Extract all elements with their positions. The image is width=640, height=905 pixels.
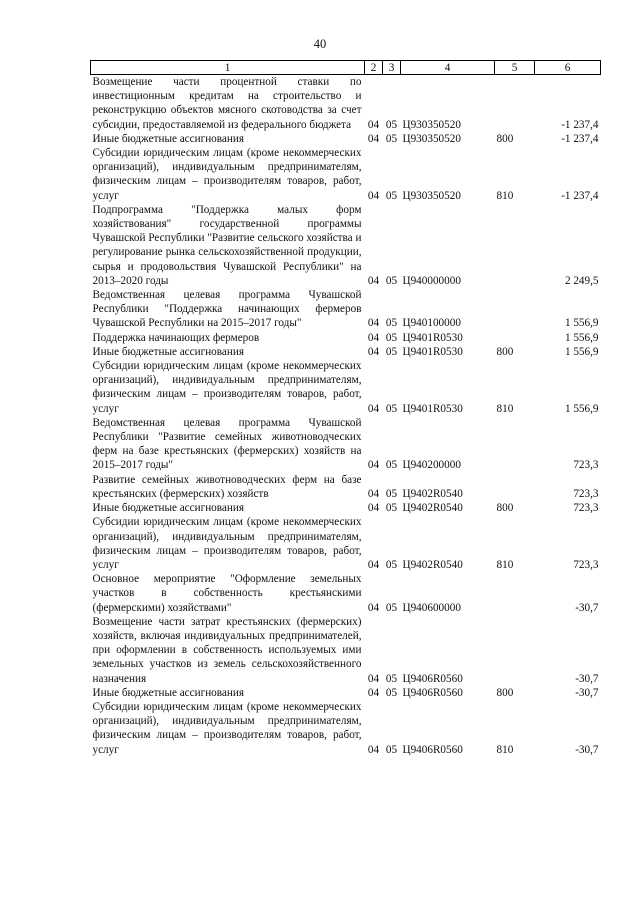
row-target-code: Ц940100000 — [402, 317, 461, 330]
row-name: Подпрограмма "Поддержка малых форм хозяйствования" государственной программы Чувашской Республики "Развитие сельского хозяйства и регулирование рынка сельскохозяйственной продукции, сырья и продовольствия Чувашской Республики" на 2013–2020 годы — [92, 203, 362, 287]
row-expense-type: 800 — [496, 686, 514, 699]
row-expense-type — [495, 203, 535, 288]
row-section: 04 — [367, 502, 380, 515]
row-section: 04 — [367, 686, 380, 699]
row-name: Иные бюджетные ассигнования — [92, 686, 244, 699]
row-expense-type — [495, 331, 535, 345]
row-section: 04 — [367, 189, 380, 202]
row-target-code: Ц9406R0560 — [402, 743, 463, 756]
page-number: 40 — [313, 37, 327, 51]
row-expense-type: 810 — [496, 558, 514, 571]
row-name: Возмещение части процентной ставки по инвестиционным кредитам на строительство и реконструкцию объектов мясного скотоводства за счет субсидии, предоставляемой из федерального бюджета — [92, 76, 362, 131]
row-name: Иные бюджетные ассигнования — [92, 502, 244, 515]
row-amount: 1 556,9 — [564, 402, 599, 415]
row-subsection: 05 — [385, 402, 398, 415]
row-amount: -30,7 — [575, 686, 599, 699]
row-subsection: 05 — [385, 331, 398, 344]
table-row — [91, 359, 601, 416]
row-name: Иные бюджетные ассигнования — [92, 345, 244, 358]
row-subsection: 05 — [385, 274, 398, 287]
row-amount: 723,3 — [573, 459, 599, 472]
table-row — [91, 203, 601, 288]
row-target-code: Ц9401R0530 — [402, 345, 463, 358]
row-amount: 1 556,9 — [564, 331, 599, 344]
row-subsection: 05 — [385, 118, 398, 131]
row-expense-type — [495, 572, 535, 615]
row-expense-type: 810 — [496, 402, 514, 415]
row-name: Возмещение части затрат крестьянских (фермерских) хозяйств, включая индивидуальных предпринимателей, при оформлении в собственность используемых ими земельных участков из земель сельскохозяйственного назначения — [92, 615, 362, 685]
row-amount: 723,3 — [573, 558, 599, 571]
row-amount: -30,7 — [575, 743, 599, 756]
row-name: Иные бюджетные ассигнования — [92, 132, 244, 145]
budget-table — [90, 60, 601, 757]
row-target-code: Ц930350520 — [402, 118, 461, 131]
row-name: Субсидии юридическим лицам (кроме некоммерческих организаций), индивидуальным предпринимателям, физическим лицам – производителям товаров, работ, услуг — [92, 700, 362, 756]
row-section: 04 — [367, 601, 380, 614]
table-row — [91, 473, 601, 501]
table-row — [91, 146, 601, 203]
row-section: 04 — [367, 331, 380, 344]
row-subsection: 05 — [385, 743, 398, 756]
table-row — [91, 700, 601, 757]
row-expense-type: 810 — [496, 189, 514, 202]
table-row — [91, 345, 601, 359]
row-name: Основное мероприятие "Оформление земельных участков в собственность крестьянскими (фермерскими) хозяйствами" — [92, 573, 362, 614]
row-amount: 723,3 — [573, 487, 599, 500]
table-header-row — [91, 61, 601, 75]
table-row — [91, 75, 601, 132]
row-section: 04 — [367, 132, 380, 145]
table-row — [91, 572, 601, 615]
row-section: 04 — [367, 672, 380, 685]
row-expense-type: 800 — [496, 345, 514, 358]
row-target-code: Ц9402R0540 — [402, 558, 463, 571]
row-amount: -30,7 — [575, 601, 599, 614]
row-target-code: Ц940600000 — [402, 601, 461, 614]
row-subsection: 05 — [385, 672, 398, 685]
row-target-code: Ц9402R0540 — [402, 502, 463, 515]
row-section: 04 — [367, 402, 380, 415]
header-col-5: 5 — [495, 61, 535, 75]
row-target-code: Ц9406R0560 — [402, 672, 463, 685]
row-subsection: 05 — [385, 502, 398, 515]
header-col-3: 3 — [383, 61, 401, 75]
row-expense-type — [495, 473, 535, 501]
row-subsection: 05 — [385, 189, 398, 202]
table-row — [91, 501, 601, 515]
row-subsection: 05 — [385, 558, 398, 571]
row-expense-type: 810 — [496, 743, 514, 756]
row-section: 04 — [367, 118, 380, 131]
row-section: 04 — [367, 459, 380, 472]
row-name: Ведомственная целевая программа Чувашской Республики "Развитие семейных животноводческих ферм на базе крестьянских (фермерских) хозяйств на 2015–2017 годы" — [92, 416, 362, 472]
row-section: 04 — [367, 558, 380, 571]
row-expense-type — [495, 75, 535, 132]
row-target-code: Ц9402R0540 — [402, 487, 463, 500]
row-expense-type — [495, 288, 535, 331]
row-name: Субсидии юридическим лицам (кроме некоммерческих организаций), индивидуальным предпринимателям, физическим лицам – производителям товаров, работ, услуг — [92, 516, 362, 571]
row-name: Поддержка начинающих фермеров — [92, 331, 260, 344]
header-col-2: 2 — [365, 61, 383, 75]
row-expense-type: 800 — [496, 502, 514, 515]
row-subsection: 05 — [385, 132, 398, 145]
row-target-code: Ц940200000 — [402, 459, 461, 472]
row-expense-type: 800 — [496, 132, 514, 145]
row-name: Ведомственная целевая программа Чувашской Республики "Поддержка начинающих фермеров Чувашской Республики на 2015–2017 годы" — [92, 289, 362, 330]
row-amount: -1 237,4 — [561, 189, 599, 202]
header-col-1: 1 — [91, 61, 365, 75]
header-col-6: 6 — [535, 61, 601, 75]
table-row — [91, 132, 601, 146]
table-row — [91, 615, 601, 686]
row-subsection: 05 — [385, 459, 398, 472]
row-subsection: 05 — [385, 487, 398, 500]
row-section: 04 — [367, 274, 380, 287]
table-row — [91, 331, 601, 345]
row-section: 04 — [367, 487, 380, 500]
row-subsection: 05 — [385, 601, 398, 614]
row-target-code: Ц9406R0560 — [402, 686, 463, 699]
row-target-code: Ц940000000 — [402, 274, 461, 287]
row-amount: -30,7 — [575, 672, 599, 685]
row-section: 04 — [367, 743, 380, 756]
row-subsection: 05 — [385, 345, 398, 358]
row-name: Развитие семейных животноводческих ферм на базе крестьянских (фермерских) хозяйств — [92, 473, 362, 500]
row-amount: -1 237,4 — [561, 132, 599, 145]
row-section: 04 — [367, 317, 380, 330]
table-row — [91, 515, 601, 572]
row-amount: 2 249,5 — [564, 274, 599, 287]
row-expense-type — [495, 416, 535, 473]
table-row — [91, 416, 601, 473]
row-amount: 1 556,9 — [564, 317, 599, 330]
row-target-code: Ц9401R0530 — [402, 402, 463, 415]
row-amount: -1 237,4 — [561, 118, 599, 131]
row-amount: 1 556,9 — [564, 345, 599, 358]
row-section: 04 — [367, 345, 380, 358]
row-expense-type — [495, 615, 535, 686]
header-col-4: 4 — [401, 61, 495, 75]
row-subsection: 05 — [385, 686, 398, 699]
table-row — [91, 288, 601, 331]
row-subsection: 05 — [385, 317, 398, 330]
row-target-code: Ц9401R0530 — [402, 331, 463, 344]
row-name: Субсидии юридическим лицам (кроме некоммерческих организаций), индивидуальным предпринимателям, физическим лицам – производителям товаров, работ, услуг — [92, 147, 362, 202]
row-name: Субсидии юридическим лицам (кроме некоммерческих организаций), индивидуальным предпринимателям, физическим лицам – производителям товаров, работ, услуг — [92, 360, 362, 415]
row-target-code: Ц930350520 — [402, 189, 461, 202]
row-target-code: Ц930350520 — [402, 132, 461, 145]
row-amount: 723,3 — [573, 502, 599, 515]
table-row — [91, 686, 601, 700]
